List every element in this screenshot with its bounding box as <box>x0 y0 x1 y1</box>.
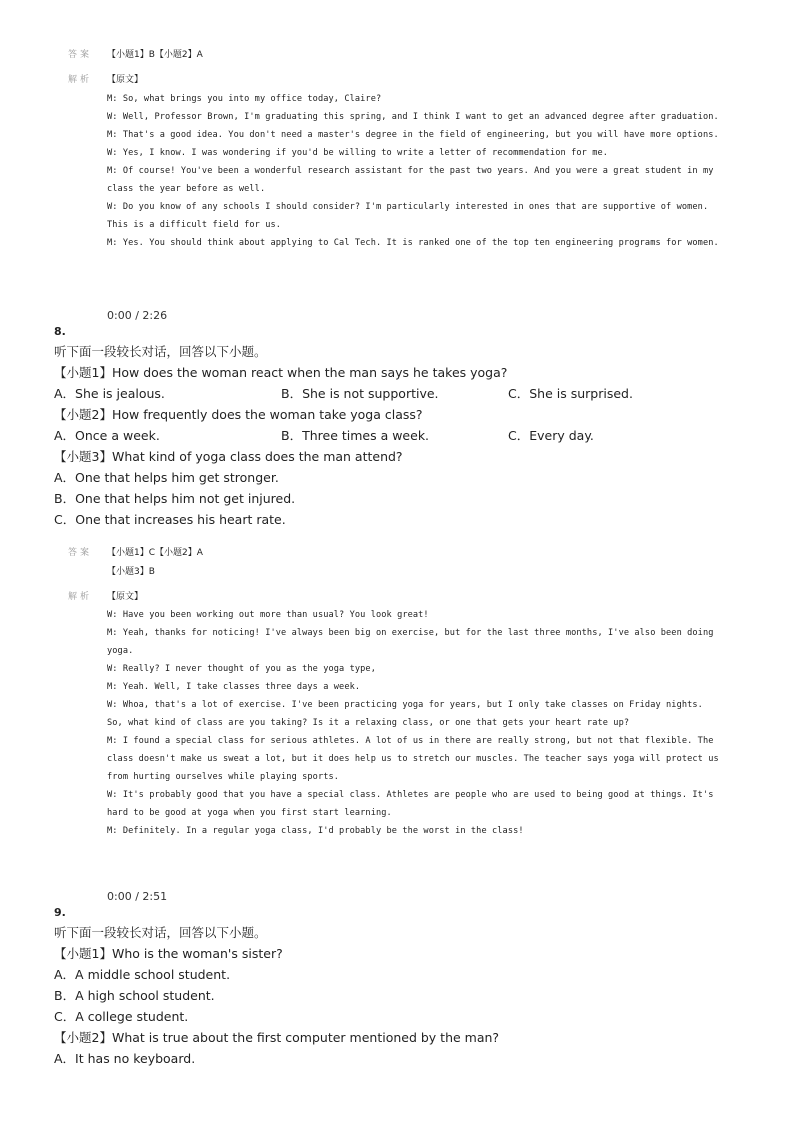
sub-question-1: 【小题1】How does the woman react when the man says he takes yoga? <box>54 365 508 380</box>
option-a[interactable]: A．She is jealous. <box>54 386 165 401</box>
transcript-line: yoga. <box>107 646 134 656</box>
transcript-line: hard to be good at yoga when you first start learning. <box>107 808 392 818</box>
answer-label: 答案 <box>68 548 93 558</box>
transcript-line: M: Yes. You should think about applying to Cal Tech. It is ranked one of the top ten engineering programs for women. <box>107 238 719 248</box>
sub-question-3: 【小题3】What kind of yoga class does the man attend? <box>54 449 403 464</box>
transcript-line: W: Whoa, that's a lot of exercise. I've been practicing yoga for years, but I only take classes on Friday nights. <box>107 700 703 710</box>
transcript-line: class doesn't make us sweat a lot, but it does help us to stretch our muscles. The teacher says yoga will protect us <box>107 754 719 764</box>
transcript-line: M: Yeah. Well, I take classes three days a week. <box>107 682 361 692</box>
analysis-label: 解析 <box>68 75 93 85</box>
option-b[interactable]: B．A high school student. <box>54 988 215 1003</box>
option-a[interactable]: A．A middle school student. <box>54 967 231 982</box>
transcript-line: M: Of course! You've been a wonderful research assistant for the past two years. And you were a great student in my <box>107 166 714 176</box>
transcript-line: W: Yes, I know. I was wondering if you'd be willing to write a letter of recommendation for me. <box>107 148 609 158</box>
option-a[interactable]: A．It has no keyboard. <box>54 1051 196 1066</box>
transcript-line: W: Well, Professor Brown, I'm graduating this spring, and I think I want to get an advanced degree after graduation. <box>107 112 719 122</box>
transcript-line: This is a difficult field for us. <box>107 220 282 230</box>
transcript-line: M: Yeah, thanks for noticing! I've always been big on exercise, but for the last three months, I've also been doing <box>107 628 714 638</box>
sub-question-2: 【小题2】What is true about the first computer mentioned by the man? <box>54 1030 500 1045</box>
transcript-line: M: That's a good idea. You don't need a master's degree in the field of engineering, but you will have more options. <box>107 130 719 140</box>
original-text-label: 【原文】 <box>107 75 144 85</box>
option-c[interactable]: C．One that increases his heart rate. <box>54 512 286 527</box>
question-instruction: 听下面一段较长对话，回答以下小题。 <box>54 344 267 359</box>
option-a[interactable]: A．One that helps him get stronger. <box>54 470 279 485</box>
transcript-line: W: Do you know of any schools I should consider? I'm particularly interested in ones that are supportive of women. <box>107 202 709 212</box>
option-c[interactable]: C．A college student. <box>54 1009 189 1024</box>
transcript-line: class the year before as well. <box>107 184 266 194</box>
transcript-line: So, what kind of class are you taking? Is it a relaxing class, or one that gets your heart rate up? <box>107 718 630 728</box>
analysis-label: 解析 <box>68 592 93 602</box>
question-number: 9. <box>54 906 66 919</box>
transcript-line: M: Definitely. In a regular yoga class, I'd probably be the worst in the class! <box>107 826 524 836</box>
audio-player-time[interactable]: 0:00 / 2:51 <box>107 890 168 903</box>
question-instruction: 听下面一段较长对话，回答以下小题。 <box>54 925 267 940</box>
question-number: 8. <box>54 325 66 338</box>
option-b[interactable]: B．One that helps him not get injured. <box>54 491 296 506</box>
sub-question-1: 【小题1】Who is the woman's sister? <box>54 946 283 961</box>
original-text-label: 【原文】 <box>107 592 144 602</box>
audio-player-time[interactable]: 0:00 / 2:26 <box>107 309 168 322</box>
sub-question-2: 【小题2】How frequently does the woman take yoga class? <box>54 407 423 422</box>
transcript-line: M: I found a special class for serious athletes. A lot of us in there are really strong, but not that flexible. The <box>107 736 714 746</box>
answer-text: 【小题1】B【小题2】A <box>107 50 203 60</box>
option-b[interactable]: B．She is not supportive. <box>281 386 439 401</box>
transcript-line: W: Have you been working out more than usual? You look great! <box>107 610 429 620</box>
option-a[interactable]: A．Once a week. <box>54 428 160 443</box>
answer-text: 【小题1】C【小题2】A <box>107 548 203 558</box>
transcript-line: from hurting ourselves while playing sports. <box>107 772 340 782</box>
answer-text: 【小题3】B <box>107 567 155 577</box>
transcript-line: M: So, what brings you into my office today, Claire? <box>107 94 382 104</box>
transcript-line: W: Really? I never thought of you as the yoga type, <box>107 664 376 674</box>
answer-label: 答案 <box>68 50 93 60</box>
option-c[interactable]: C．She is surprised. <box>508 386 633 401</box>
option-b[interactable]: B．Three times a week. <box>281 428 430 443</box>
transcript-line: W: It's probably good that you have a special class. Athletes are people who are used to being good at things. It's <box>107 790 714 800</box>
option-c[interactable]: C．Every day. <box>508 428 594 443</box>
